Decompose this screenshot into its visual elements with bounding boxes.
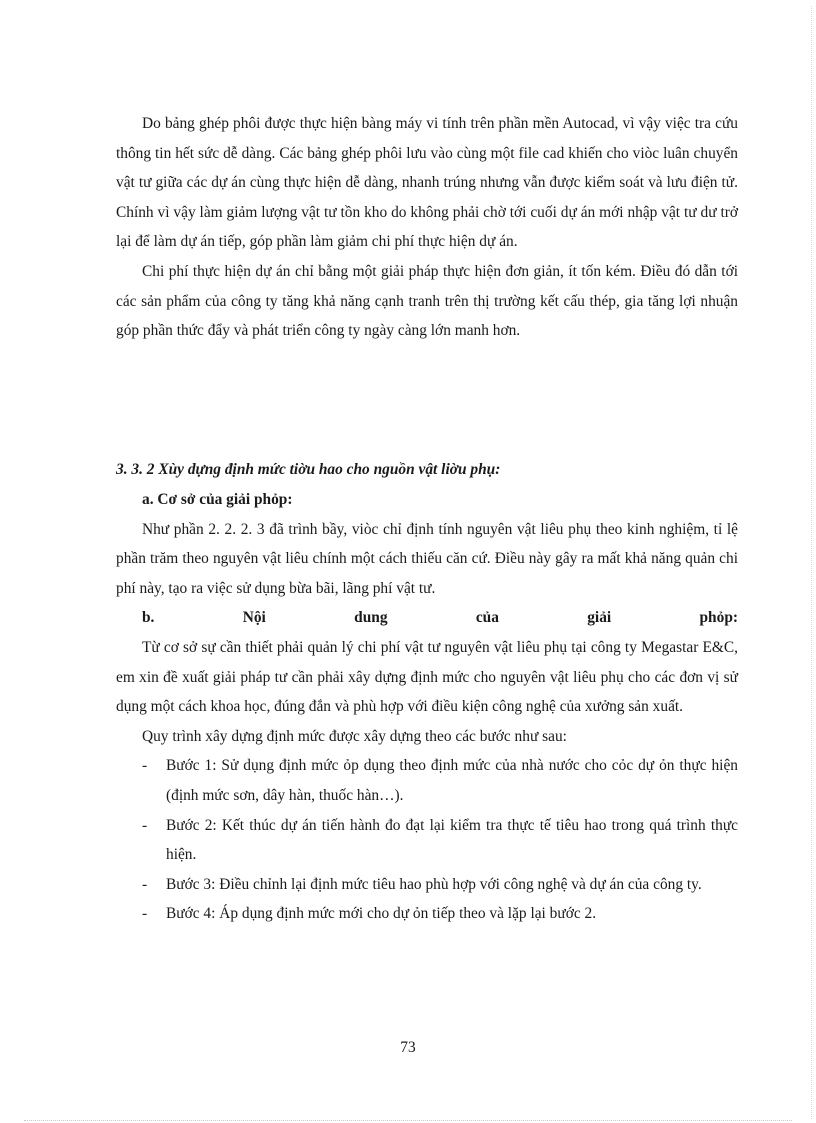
subsection-b-word: phỏp: [699, 609, 738, 627]
subsection-b-word: Nội [242, 609, 266, 627]
subsection-a-title: a. Cơ sở của giải phỏp: [142, 491, 293, 508]
subsection-b-word: giải [587, 609, 612, 627]
section-body [116, 485, 738, 929]
step-text: Bước 2: Kết thúc dự án tiến hành đo đạt lại kiểm tra thực tế tiêu hao trong quá trình thực hiện. [166, 816, 738, 864]
bullet-dash: - [142, 757, 148, 775]
bullet-dash: - [142, 875, 148, 893]
page-number: 73 [400, 1039, 416, 1056]
paragraph-1: Do bảng ghép phôi được thực hiện bàng máy vi tính trên phần mền Autocad, vì vậy việc tra cứu thông tin hết sức dễ dàng. Các bảng ghép phôi lưu vào cùng một file cad khiến cho viòc luân chuyển vật tư giữa các dự án cùng thực hiện dễ dàng, nhanh trúng nhưng vẫn được kiểm soát và lưu điện tử. Chính vì vậy làm giảm lượng vật tư tồn kho do không phải chờ tới cuối dự án mới nhập vật tư dư trở lại để làm dự án tiếp, góp phần làm giảm chi phí thực hiện dự án. [116, 115, 738, 251]
subsection-a-text: Như phần 2. 2. 2. 3 đã trình bầy, viòc chỉ định tính nguyên vật liêu phụ theo kinh nghiệm, tỉ lệ phần trăm theo nguyên vật liêu chính một cách thiếu căn cứ. Điều này gây ra mất khả năng quản chi phí này, tạo ra việc sử dụng bừa bãi, lãng phí vật tư. [116, 520, 738, 597]
section-heading: 3. 3. 2 Xùy dựng định mức tiờu hao cho nguồn vật liờu phụ: [116, 461, 501, 478]
subsection-b-word: của [475, 609, 499, 627]
list-item [116, 751, 738, 810]
steps-list [116, 751, 738, 929]
bullet-dash: - [142, 816, 148, 834]
list-item [116, 811, 738, 870]
page-right-divider [811, 6, 812, 1119]
subsection-b-text: Từ cơ sở sự cần thiết phải quản lý chi phí vật tư nguyên vật liêu phụ tại công ty Megastar E&C, em xin đề xuất giải pháp tư cần phải xây dựng định mức cho nguyên vật liêu phụ cho các đơn vị sử dụng một cách khoa học, đúng đắn và phù hợp với điều kiện công nghệ của xưởng sản xuất. [116, 638, 738, 716]
list-item [116, 899, 738, 929]
step-text: Bước 1: Sử dụng định mức ỏp dụng theo định mức của nhà nước cho cỏc dự ỏn thực hiện (định mức sơn, dây hàn, thuốc hàn…). [166, 757, 738, 804]
step-text: Bước 3: Điều chỉnh lại định mức tiêu hao phù hợp với công nghệ và dự án của công ty. [166, 875, 702, 893]
steps-intro: Quy trình xây dựng định mức được xây dựng theo các bước như sau: [142, 727, 567, 745]
subsection-b-word: dung [354, 609, 388, 627]
step-text: Bước 4: Áp dụng định mức mới cho dự ỏn tiếp theo và lặp lại bước 2. [166, 905, 597, 923]
intro-block [116, 109, 738, 346]
page-bottom-divider [24, 1120, 792, 1121]
subsection-b-title [116, 603, 738, 633]
paragraph-2: Chi phí thực hiện dự án chỉ bằng một giải pháp thực hiện đơn giản, ít tốn kém. Điều đó dẫn tới các sản phẩm của công ty tăng khả năng cạnh tranh trên thị trường kết cấu thép, gia tăng lợi nhuận góp phần thức đẩy và phát triển công ty ngày càng lớn manh hơn. [116, 262, 738, 340]
subsection-b-word: b. [142, 609, 155, 627]
bullet-dash: - [142, 905, 148, 923]
list-item [116, 870, 738, 900]
